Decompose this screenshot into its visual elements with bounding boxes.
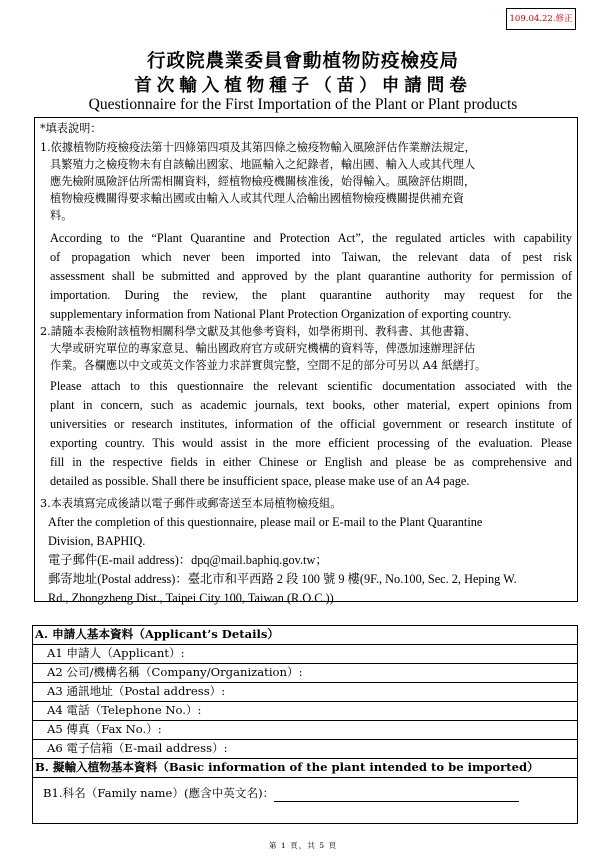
postal-address-line: Rd., Zhongzheng Dist., Taipei City 100, Taiwan (R.O.C.)) bbox=[48, 591, 334, 605]
note-3-en-line: After the completion of this questionnaire, please mail or E-mail to the Plant Quarantine bbox=[48, 515, 483, 529]
note-2-en-line: exporting country. This would assist in the more efficient processing of the evaluation. Please bbox=[50, 436, 572, 450]
note-2-en-line: plant in concern, such as academic journals, text books, other material, expert opinions from bbox=[50, 398, 572, 412]
note-1-en-line: importation. During the review, the plant quarantine authority may request for the bbox=[50, 288, 572, 302]
postal-address-row[interactable] bbox=[33, 682, 577, 701]
telephone-row[interactable] bbox=[33, 701, 577, 720]
agency-title: 行政院農業委員會動植物防疫檢疫局 bbox=[146, 51, 459, 72]
note-1-en-line: supplementary information from National Plant Protection Organization of exporting country. bbox=[50, 307, 512, 321]
family-name-label-text: B1.科名（Family name）(應含中英文名)： bbox=[43, 786, 275, 800]
field-label-company: A2 公司/機構名稱（Company/Organization）: bbox=[47, 665, 303, 679]
section-b-title bbox=[35, 759, 539, 776]
form-title-chinese: 首次輸入植物種子（苗）申請問卷 bbox=[134, 76, 472, 96]
applicant-name-row[interactable] bbox=[33, 644, 577, 663]
note-3-english bbox=[48, 513, 570, 551]
section-a-title: A. 申請人基本資料（Applicant’s Details） bbox=[35, 627, 280, 641]
note-2-en-line: Please attach to this questionnaire the relevant scientific documentation associated with the bbox=[50, 379, 572, 393]
note-1-english bbox=[50, 229, 572, 324]
field-label-family-name bbox=[43, 784, 519, 802]
note-1-zh-line: 1.依據植物防疫檢疫法第十四條第四項及其第四條之檢疫物輸入風險評估作業辦法規定， bbox=[40, 141, 476, 154]
note-1-en-line: of propagation which never been imported into Taiwan, the relevant data of pest risk bbox=[50, 250, 572, 264]
revision-date-stamp: 109.04.22.修正 bbox=[506, 8, 576, 30]
section-b-title-english: （Basic information of the plant intended to be imported） bbox=[157, 760, 539, 774]
note-2-en-line: universities or research institutes, information of the official government or research institute of bbox=[50, 417, 572, 431]
section-b-header bbox=[33, 758, 577, 777]
family-name-blank[interactable] bbox=[274, 784, 519, 802]
company-row[interactable] bbox=[33, 663, 577, 682]
note-2-chinese bbox=[40, 323, 570, 374]
note-2-en-line: fill in the respective fields in either Chinese or English and please be as comprehensive and bbox=[50, 455, 572, 469]
field-label-telephone: A4 電話（Telephone No.）: bbox=[47, 703, 202, 717]
note-1-zh-line: 應先檢附風險評估所需相關資料，經植物檢疫機關核准後，始得輸入。風險評估期間， bbox=[50, 175, 476, 188]
family-name-row[interactable] bbox=[33, 777, 577, 824]
note-1-en-line: According to the “Plant Quarantine and Protection Act”, the regulated articles with capability bbox=[50, 231, 572, 245]
email-address-line: 電子郵件(E-mail address)：dpq@mail.baphiq.gov.tw； bbox=[48, 553, 328, 567]
section-a-header bbox=[33, 626, 577, 644]
field-label-postal-address: A3 通訊地址（Postal address）: bbox=[47, 684, 226, 698]
note-1-zh-line: 植物檢疫機關得要求輸出國或由輸入人或其代理人洽輸出國植物檢疫機關提供補充資 bbox=[50, 192, 464, 205]
section-b-title-bold: B. 擬輸入植物基本資料 bbox=[35, 760, 158, 774]
note-3-en-line: Division, BAPHIQ. bbox=[48, 534, 146, 548]
application-form-table bbox=[32, 625, 578, 824]
note-1-en-line: assessment shall be submitted and approved by the plant quarantine authority for permission of bbox=[50, 269, 572, 283]
note-2-zh-line: 2.請隨本表檢附該植物相關科學文獻及其他參考資料，如學術期刊、教科書、其他書籍、 bbox=[40, 325, 476, 338]
email-row[interactable] bbox=[33, 739, 577, 758]
fax-row[interactable] bbox=[33, 720, 577, 739]
note-1-chinese bbox=[40, 139, 570, 224]
postal-address bbox=[48, 570, 570, 608]
form-title-english: Questionnaire for the First Importation of the Plant or Plant products bbox=[88, 96, 518, 113]
note-1-zh-line: 具繁殖力之檢疫物未有自該輸出國家、地區輸入之紀錄者，輸出國、輸入人或其代理人 bbox=[50, 158, 476, 171]
field-label-fax: A5 傳真（Fax No.）: bbox=[47, 722, 162, 736]
field-label-applicant: A1 申請人（Applicant）: bbox=[47, 646, 185, 660]
note-1-zh-line: 料。 bbox=[50, 209, 73, 222]
note-2-en-line: detailed as possible. Shall there be insufficient space, please make use of an A4 page. bbox=[50, 474, 470, 488]
note-2-zh-line: 作業。各欄應以中文或英文作答並力求詳實與完整，空間不足的部分可另以 A4 紙繕打。 bbox=[50, 359, 487, 372]
field-label-email: A6 電子信箱（E-mail address）: bbox=[47, 741, 228, 755]
postal-address-line: 郵寄地址(Postal address)：臺北市和平西路 2 段 100 號 9 樓(9F., No.100, Sec. 2, Heping W. bbox=[48, 572, 517, 586]
note-2-zh-line: 大學或研究單位的專家意見、輸出國政府官方或研究機構的資料等，俾憑加速辦理評估 bbox=[50, 342, 476, 355]
instructions-box bbox=[34, 117, 578, 605]
note-3-chinese: 3.本表填寫完成後請以電子郵件或郵寄送至本局植物檢疫組。 bbox=[40, 497, 342, 510]
instructions-heading: *填表說明： bbox=[40, 122, 102, 135]
note-2-english bbox=[50, 377, 572, 491]
page-number: 第 1 頁，共 5 頁 bbox=[268, 841, 338, 850]
